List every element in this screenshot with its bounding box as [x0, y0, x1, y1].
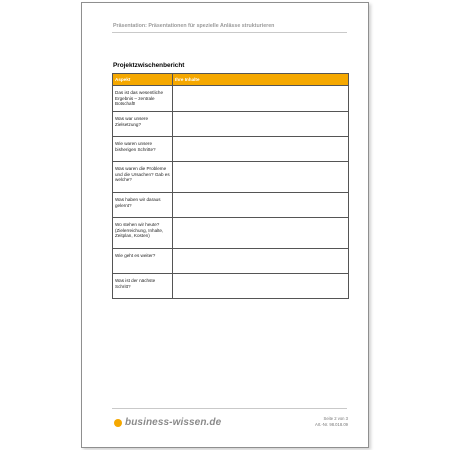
table-row [113, 274, 349, 299]
aspect-cell: Was haben wir daraus gelernt? [113, 193, 173, 218]
content-cell[interactable] [173, 249, 349, 274]
column-header-content: Ihre Inhalte [173, 74, 349, 86]
aspect-cell: Was war unsere Zielsetzung? [113, 112, 173, 137]
content-cell[interactable] [173, 218, 349, 249]
content-cell[interactable] [173, 112, 349, 137]
table-row [113, 193, 349, 218]
table-header-row [113, 74, 349, 86]
content-cell[interactable] [173, 137, 349, 162]
aspect-cell: Wie waren unsere bisherigen Schritte? [113, 137, 173, 162]
aspect-cell: Das ist das wesentliche Ergebnis – zentrale Botschaft! [113, 86, 173, 112]
table-row [113, 218, 349, 249]
content-cell[interactable] [173, 86, 349, 112]
content-cell[interactable] [173, 274, 349, 299]
report-table [112, 73, 349, 299]
column-header-aspect: Aspekt [113, 74, 173, 86]
aspect-cell: Wie geht es weiter? [113, 249, 173, 274]
aspect-cell: Was waren die Probleme und die Ursachen? Gab es welche? [113, 162, 173, 193]
table-row [113, 86, 349, 112]
aspect-cell: Wo stehen wir heute? (Zielerreichung, Inhalte, Zeitplan, Kosten) [113, 218, 173, 249]
content-cell[interactable] [173, 193, 349, 218]
aspect-cell: Was ist der nächste Schritt? [113, 274, 173, 299]
page-number: Seite 2 von 3 [323, 416, 348, 421]
table-row [113, 137, 349, 162]
document-page [81, 2, 369, 448]
logo: business-wissen.de [125, 417, 222, 428]
content-cell[interactable] [173, 162, 349, 193]
document-title: Projektzwischenbericht [113, 62, 185, 69]
page-header: Präsentation: Präsentationen für spezielle Anlässe strukturieren [113, 23, 275, 29]
table-row [113, 249, 349, 274]
header-divider [112, 32, 347, 33]
page-info [315, 416, 348, 428]
logo-dot-icon [114, 419, 122, 427]
article-number: Art.-Nr. 98.018.09 [314, 422, 348, 427]
table-row [113, 162, 349, 193]
table-row [113, 112, 349, 137]
footer-divider [112, 408, 347, 409]
